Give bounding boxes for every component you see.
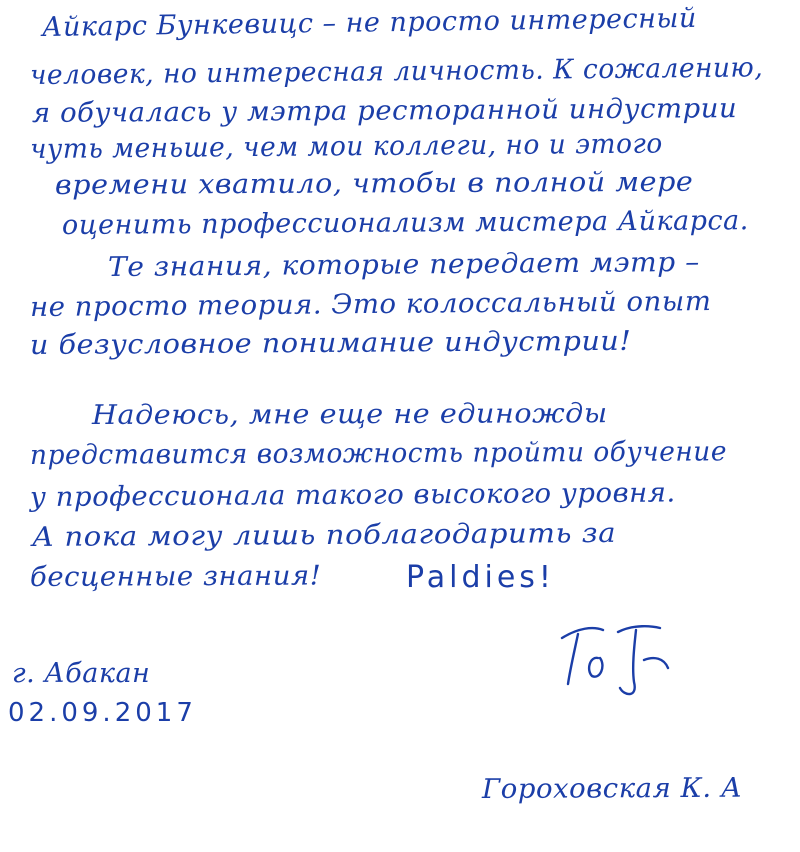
date-text: 02.09.2017: [8, 698, 197, 728]
letter-line: представится возможность пройти обучение: [29, 436, 728, 471]
letter-line: человек, но интересная личность. К сожалению,: [29, 52, 764, 91]
letter-line: Те знания, которые передает мэтр –: [107, 246, 700, 283]
signature: [548, 618, 698, 698]
letter-line: оценить профессионализм мистера Айкарса.: [61, 205, 749, 241]
city-text: г. Абакан: [12, 658, 151, 689]
letter-line: и безусловное понимание индустрии!: [29, 325, 632, 361]
letter-line: Айкарс Бункевицс – не просто интересный: [41, 2, 697, 43]
letter-line: Надеюсь, мне еще не единожды: [91, 398, 608, 431]
letter-line: чуть меньше, чем мои коллеги, но и этого: [29, 128, 663, 165]
letter-line: я обучалась у мэтра ресторанной индустрии: [31, 93, 738, 129]
author-name: Гороховская К. А: [481, 772, 743, 805]
letter-line: бесценные знания!: [29, 560, 322, 593]
letter-line: у профессионала такого высокого уровня.: [29, 477, 676, 513]
letter-line: не просто теория. Это колоссальный опыт: [29, 286, 712, 323]
letter-line: времени хватило, чтобы в полной мере: [54, 166, 694, 201]
thanks-word: Paldies!: [406, 560, 555, 595]
letter-line: А пока могу лишь поблагодарить за: [31, 517, 617, 553]
